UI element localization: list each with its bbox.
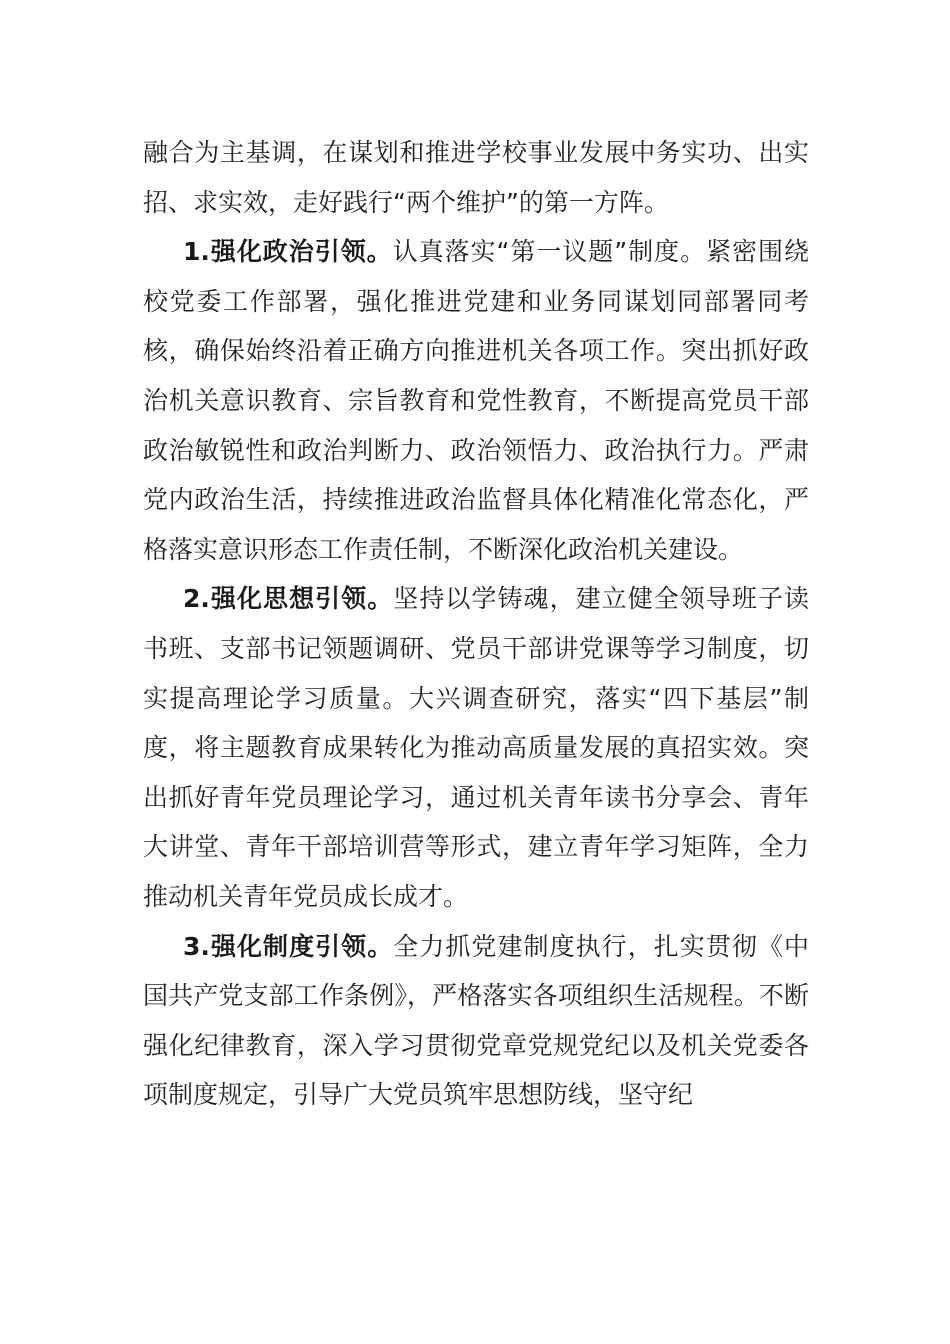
paragraph-intro: [143, 128, 809, 227]
paragraph-heading: 3.强化制度引领。: [183, 931, 394, 961]
document-body: [143, 128, 809, 1120]
paragraph-political-guidance: [143, 227, 809, 574]
paragraph-text: 坚持以学铸魂，建立健全领导班子读书班、支部书记领题调研、党员干部讲党课等学习制度，切实提高理论学习质量。大兴调查研究，落实“四下基层”制度，将主题教育成果转化为推动高质量发展的真招实效。突出抓好青年党员理论学习，通过机关青年读书分享会、青年大讲堂、青年干部培训营等形式，建立青年学习矩阵，全力推动机关青年党员成长成才。: [143, 584, 809, 911]
paragraph-ideological-guidance: [143, 574, 809, 921]
paragraph-heading: 2.强化思想引领。: [183, 584, 394, 614]
paragraph-text: 认真落实“第一议题”制度。紧密围绕校党委工作部署，强化推进党建和业务同谋划同部署同考核，确保始终沿着正确方向推进机关各项工作。突出抓好政治机关意识教育、宗旨教育和党性教育，不断提高党员干部政治敏锐性和政治判断力、政治领悟力、政治执行力。严肃党内政治生活，持续推进政治监督具体化精准化常态化，严格落实意识形态工作责任制，不断深化政治机关建设。: [143, 237, 809, 564]
paragraph-institutional-guidance: [143, 922, 809, 1120]
paragraph-text: 全力抓党建制度执行，扎实贯彻《中国共产党支部工作条例》，严格落实各项组织生活规程。不断强化纪律教育，深入学习贯彻党章党规党纪以及机关党委各项制度规定，引导广大党员筑牢思想防线，坚守纪: [143, 931, 809, 1110]
paragraph-text: 融合为主基调，在谋划和推进学校事业发展中务实功、出实招、求实效，走好践行“两个维护”的第一方阵。: [143, 138, 809, 217]
paragraph-heading: 1.强化政治引领。: [183, 237, 393, 267]
